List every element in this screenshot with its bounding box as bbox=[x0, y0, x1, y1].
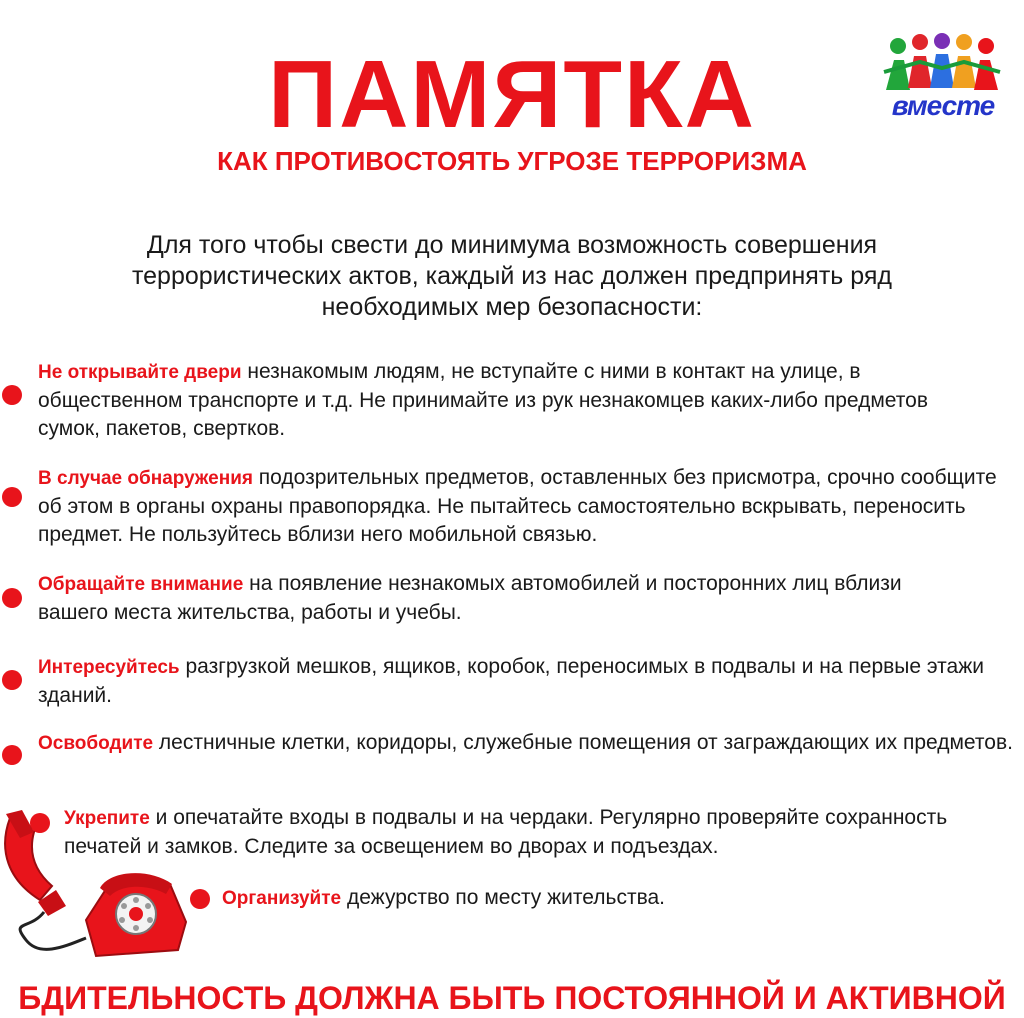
list-item bbox=[38, 570, 958, 627]
item-text: подозрительных предметов, оставленных без присмотра, срочно сообщите об этом в органы охраны правопорядка. Не пытайтесь самостоятельно вскрывать, переносить предмет. Не пользуйтесь вблизи него мобильной связью. bbox=[38, 466, 997, 546]
intro-line: необходимых мер безопасности: bbox=[321, 293, 703, 321]
list-item bbox=[38, 653, 988, 710]
list-item bbox=[38, 464, 1013, 549]
bullet-dot-icon bbox=[2, 745, 22, 765]
item-lead: Укрепите bbox=[64, 808, 150, 829]
page-subtitle: КАК ПРОТИВОСТОЯТЬ УГРОЗЕ ТЕРРОРИЗМА bbox=[217, 146, 807, 176]
intro-line: Для того чтобы свести до минимума возможность совершения bbox=[146, 231, 878, 259]
item-lead: Организуйте bbox=[222, 888, 342, 909]
item-lead: В случае обнаружения bbox=[38, 468, 253, 489]
list-item bbox=[64, 804, 984, 861]
bullet-dot-icon bbox=[2, 670, 22, 690]
list-item bbox=[38, 358, 978, 443]
footer-slogan: БДИТЕЛЬНОСТЬ ДОЛЖНА БЫТЬ ПОСТОЯННОЙ И АКТИВНОЙ bbox=[18, 980, 1006, 1016]
item-text: лестничные клетки, коридоры, служебные помещения от заграждающих их предметов. bbox=[153, 731, 1013, 754]
item-text: дежурство по месту жительства. bbox=[341, 886, 666, 909]
item-lead: Не открывайте двери bbox=[38, 362, 242, 383]
item-text: незнакомым людям, не вступайте с ними в контакт на улице, в общественном транспорте и т.д. Не принимайте из рук незнакомцев каких-либо предметов сумок, пакетов, свертков. bbox=[38, 360, 928, 440]
list-item bbox=[222, 884, 982, 913]
item-text: разгрузкой мешков, ящиков, коробок, переносимых в подвалы и на первые этажи зданий. bbox=[38, 655, 984, 707]
telephone-icon bbox=[0, 810, 190, 980]
bullet-dot-icon bbox=[2, 385, 22, 405]
logo-text: вместе bbox=[891, 90, 995, 121]
item-text: на появление незнакомых автомобилей и посторонних лиц вблизи вашего места жительства, работы и учебы. bbox=[38, 572, 902, 624]
list-item bbox=[38, 729, 1013, 758]
bullet-dot-icon bbox=[190, 889, 210, 909]
intro-text bbox=[40, 230, 984, 323]
intro-line: террористических актов, каждый из нас должен предпринять ряд bbox=[131, 262, 893, 290]
bullet-dot-icon bbox=[2, 588, 22, 608]
page-title: ПАМЯТКА bbox=[268, 41, 756, 148]
item-lead: Обращайте внимание bbox=[38, 574, 244, 595]
item-text: и опечатайте входы в подвалы и на чердаки. Регулярно проверяйте сохранность печатей и замков. Следите за освещением во дворах и подъездах. bbox=[64, 806, 948, 858]
item-lead: Освободите bbox=[38, 733, 154, 754]
bullet-dot-icon bbox=[2, 487, 22, 507]
item-lead: Интересуйтесь bbox=[38, 657, 180, 678]
